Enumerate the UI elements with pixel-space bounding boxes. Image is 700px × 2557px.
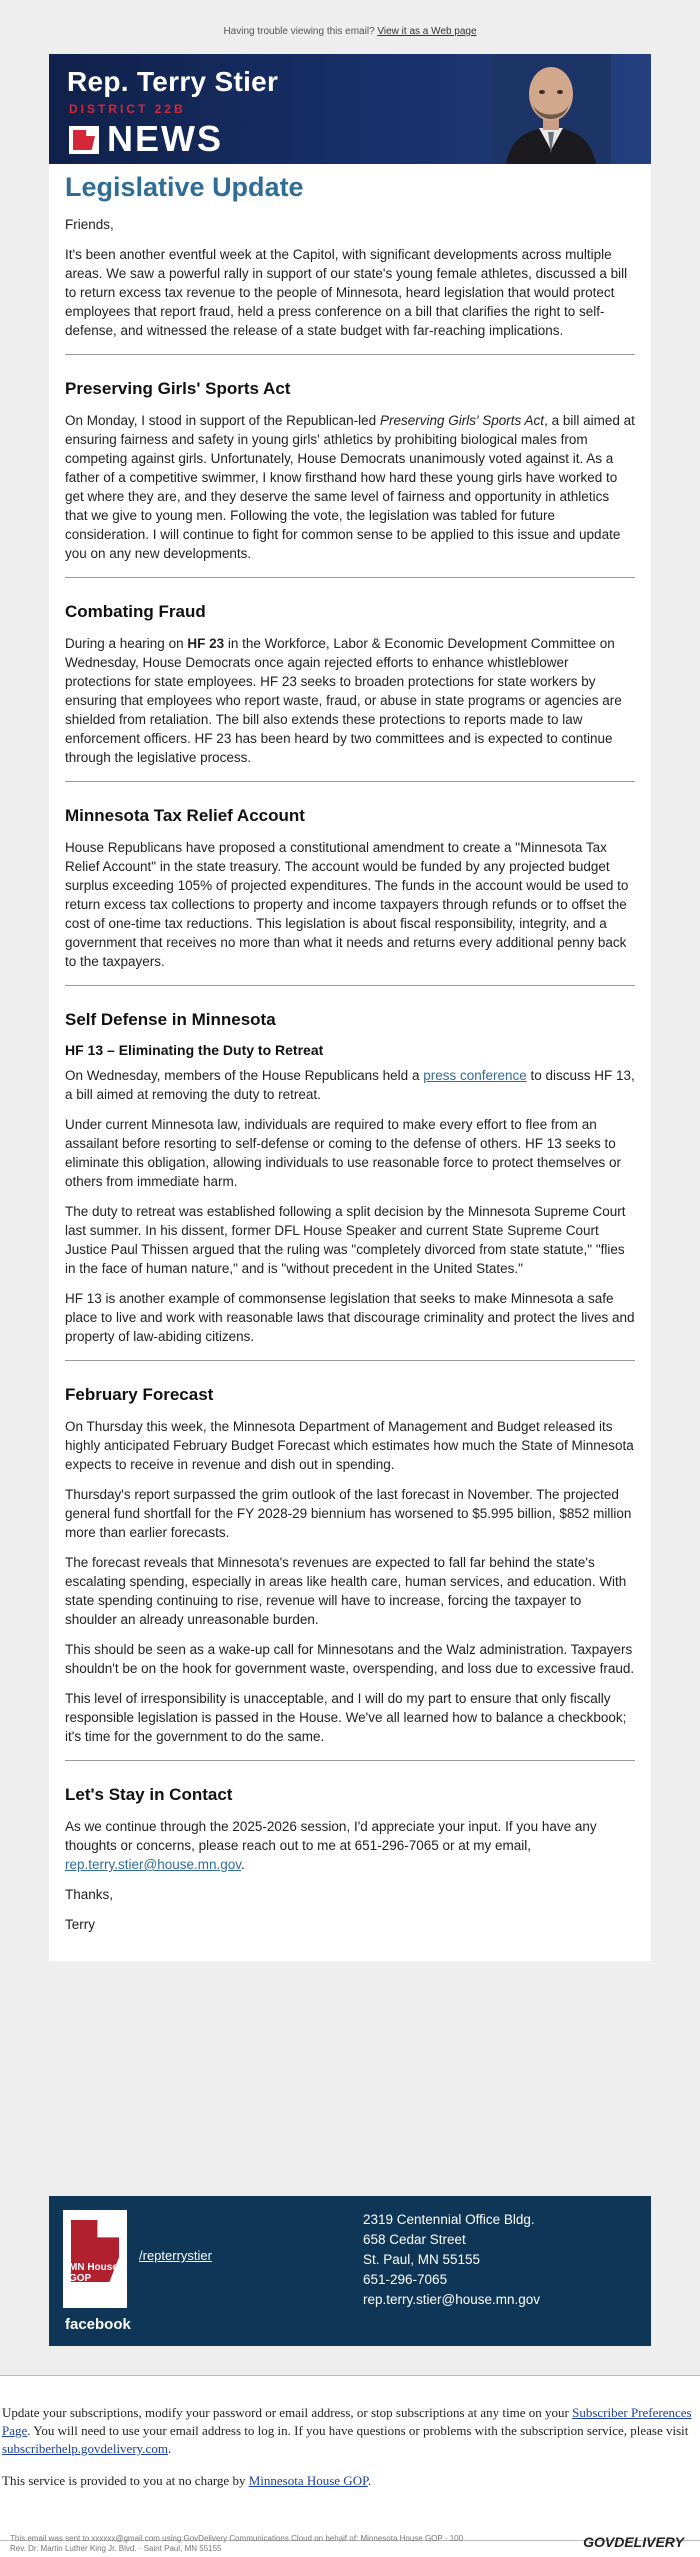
address-line: 2319 Centennial Office Bldg.: [363, 2212, 535, 2227]
divider: [0, 2375, 700, 2376]
address-line: St. Paul, MN 55155: [363, 2252, 481, 2267]
press-conference-link[interactable]: press conference: [423, 1068, 527, 1083]
girls-sports-heading: Preserving Girls' Sports Act: [65, 379, 291, 398]
phone-number: 651-296-7065: [363, 2272, 448, 2287]
girls-sports-paragraph: On Monday, I stood in support of the Republican-led Preserving Girls' Sports Act, a bill aimed at ensuring fairness and safety in young girls' athletics by prohibiting biological males from competing against girls. Unfortunately, House Democrats unanimously voted against it. As a father of a competitive swimmer, I know firsthand how hard these young girls have worked to get where they are, and they deserve the same level of fairness and opportunity in athletics that we give to young men. Following the vote, the legislation was tabled for future consideration. I will continue to fight for common sense to be applied to this issue and update you on any new developments.: [65, 413, 635, 561]
facebook-handle-link[interactable]: /repterrystier: [139, 2248, 212, 2263]
fraud-paragraph: During a hearing on HF 23 in the Workforce, Labor & Economic Development Committee on Wednesday, House Democrats once again rejected efforts to enhance whistleblower protections for state employees. HF 23 seeks to broaden protections for state workers by ensuring that employees who report waste, fraud, or abuse in state programs or agencies are shielded from retaliation. The bill also extends these protections to reports made to law enforcement officers. HF 23 has been heard by two committees and is expected to continue through the legislative process.: [65, 636, 622, 765]
service-provider-paragraph: This service is provided to you at no charge by Minnesota House GOP.: [2, 2473, 372, 2488]
office-address: [363, 2210, 540, 2310]
section-divider: [65, 577, 635, 578]
page-title: Legislative Update: [65, 172, 304, 202]
self-defense-paragraph-3: The duty to retreat was established following a split decision by the Minnesota Supreme Court last summer. In his dissent, former DFL House Speaker and current State Supreme Court Justice Paul Thissen argued that the ruling was "completely divorced from state statute," "flies in the face of human nature," and is "without precedent in the United States.": [65, 1204, 626, 1276]
section-divider: [65, 1360, 635, 1361]
header-banner: [49, 54, 651, 164]
intro-paragraph: It's been another eventful week at the Capitol, with significant developments across multiple areas. We saw a powerful rally in support of our state's young female athletes, discussed a bill to return excess tax revenue to the people of Minnesota, heard legislation that would protect employees that report fraud, held a press conference on a bill that clarifies the right to self-defense, and witnessed the release of a state budget with far-reaching implications.: [65, 247, 628, 338]
subscription-paragraph: Update your subscriptions, modify your password or email address, or stop subscriptions at any time on your Subscriber Preferences Page. You will need to use your email address to log in. If you have questions or problems with the subscription service, please visit subscriberhelp.govdelivery.com.: [2, 2405, 692, 2456]
minnesota-house-gop-link[interactable]: Minnesota House GOP: [248, 2473, 368, 2488]
self-defense-heading: Self Defense in Minnesota: [65, 1010, 276, 1029]
hf13-subheading: HF 13 – Eliminating the Duty to Retreat: [65, 1042, 324, 1058]
tax-relief-heading: Minnesota Tax Relief Account: [65, 806, 305, 825]
subscriber-preferences-link[interactable]: Subscriber Preferences Page: [2, 2405, 692, 2438]
footer-email: rep.terry.stier@house.mn.gov: [363, 2292, 541, 2307]
newsletter-body: [49, 164, 651, 1961]
web-view-link[interactable]: View it as a Web page: [377, 26, 477, 37]
news-label: NEWS: [107, 118, 223, 159]
signoff: Terry: [65, 1917, 95, 1932]
contact-heading: Let's Stay in Contact: [65, 1785, 233, 1804]
representative-name: Rep. Terry Stier: [67, 66, 279, 97]
forecast-paragraph-5: This level of irresponsibility is unacceptable, and I will do my part to ensure that only fiscally responsible legislation is passed in the House. We've all learned how to balance a checkbook; it's time for the government to do the same.: [65, 1691, 627, 1744]
tax-relief-paragraph: House Republicans have proposed a constitutional amendment to create a "Minnesota Tax Relief Account" in the state treasury. The account would be funded by any projected budget surplus exceeding 105% of projected expenditures. The funds in the account would be used to return excess tax collections to property and income taxpayers through refunds or to offset the cost of one-time tax reductions. This legislation is about fiscal responsibility, integrity, and a government that receives no more than what it needs and returns every additional penny back to the taxpayers.: [65, 840, 629, 969]
fine-print-line: Rev. Dr. Martin Luther King Jr. Blvd. · Saint Paul, MN 55155: [10, 2544, 222, 2553]
section-divider: [65, 354, 635, 355]
facebook-icon[interactable]: facebook: [65, 2316, 131, 2333]
section-divider: [65, 1760, 635, 1761]
subscription-notice: [0, 2375, 700, 2557]
greeting: Friends,: [65, 217, 114, 232]
thanks-line: Thanks,: [65, 1887, 114, 1902]
fine-print: [10, 2534, 463, 2554]
fine-print-line: This email was sent to xxxxxx@gmail.com using GovDelivery Communications Cloud on behalf of: Minnesota House GOP · 100: [10, 2534, 464, 2543]
fraud-heading: Combating Fraud: [65, 602, 206, 621]
minnesota-state-icon: [69, 126, 99, 154]
govdelivery-logo[interactable]: GOVDELIVERY: [583, 2534, 684, 2550]
forecast-paragraph-4: This should be seen as a wake-up call for Minnesotans and the Walz administration. Taxpayers shouldn't be on the hook for government waste, overspending, and loss due to excessive fraud.: [65, 1642, 635, 1676]
subscriber-help-link[interactable]: subscriberhelp.govdelivery.com: [2, 2441, 168, 2456]
newsletter-card: [49, 54, 651, 1961]
forecast-paragraph-3: The forecast reveals that Minnesota's revenues are expected to fall far behind the state's escalating spending, especially in areas like health care, human services, and education. With state spending continuing to rise, revenue will have to increase, forcing the taxpayer to shoulder an already unreasonable burden.: [65, 1555, 627, 1627]
section-divider: [65, 985, 635, 986]
forecast-paragraph-2: Thursday's report surpassed the grim outlook of the last forecast in November. The projected general fund shortfall for the FY 2028-29 biennium has worsened to $5.995 billion, $852 million more than earlier forecasts.: [65, 1487, 632, 1540]
forecast-paragraph-1: On Thursday this week, the Minnesota Department of Management and Budget released its highly anticipated February Budget Forecast which estimates how much the State of Minnesota expects to receive in revenue and dish out in spending.: [65, 1419, 634, 1472]
web-view-notice: [0, 26, 700, 37]
section-divider: [65, 781, 635, 782]
contact-email-link[interactable]: rep.terry.stier@house.mn.gov: [65, 1857, 242, 1872]
self-defense-paragraph-1: On Wednesday, members of the House Republicans held a press conference to discuss HF 13, a bill aimed at removing the duty to retreat.: [65, 1068, 635, 1102]
mn-house-gop-logo[interactable]: [63, 2210, 127, 2308]
address-line: 658 Cedar Street: [363, 2232, 466, 2247]
contact-footer: [49, 2196, 651, 2346]
forecast-heading: February Forecast: [65, 1385, 214, 1404]
logo-text: MN House GOP: [69, 2262, 118, 2284]
contact-paragraph: As we continue through the 2025-2026 session, I'd appreciate your input. If you have any thoughts or concerns, please reach out to me at 651-296-7065 or at my email, rep.terry.stier@house.mn.gov.: [65, 1819, 597, 1872]
self-defense-paragraph-4: HF 13 is another example of commonsense legislation that seeks to make Minnesota a safe place to live and work with reasonable laws that discourage criminality and protect the lives and property of law-abiding citizens.: [65, 1291, 635, 1344]
district-label: DISTRICT 22B: [69, 102, 186, 116]
self-defense-paragraph-2: Under current Minnesota law, individuals are required to make every effort to flee from an assailant before resorting to self-defense or coming to the defense of others. HF 13 seeks to eliminate this obligation, allowing individuals to use reasonable force to protect themselves or others from immediate harm.: [65, 1117, 622, 1189]
web-view-text: Having trouble viewing this email?: [223, 26, 375, 37]
portrait-photo: [491, 54, 611, 164]
